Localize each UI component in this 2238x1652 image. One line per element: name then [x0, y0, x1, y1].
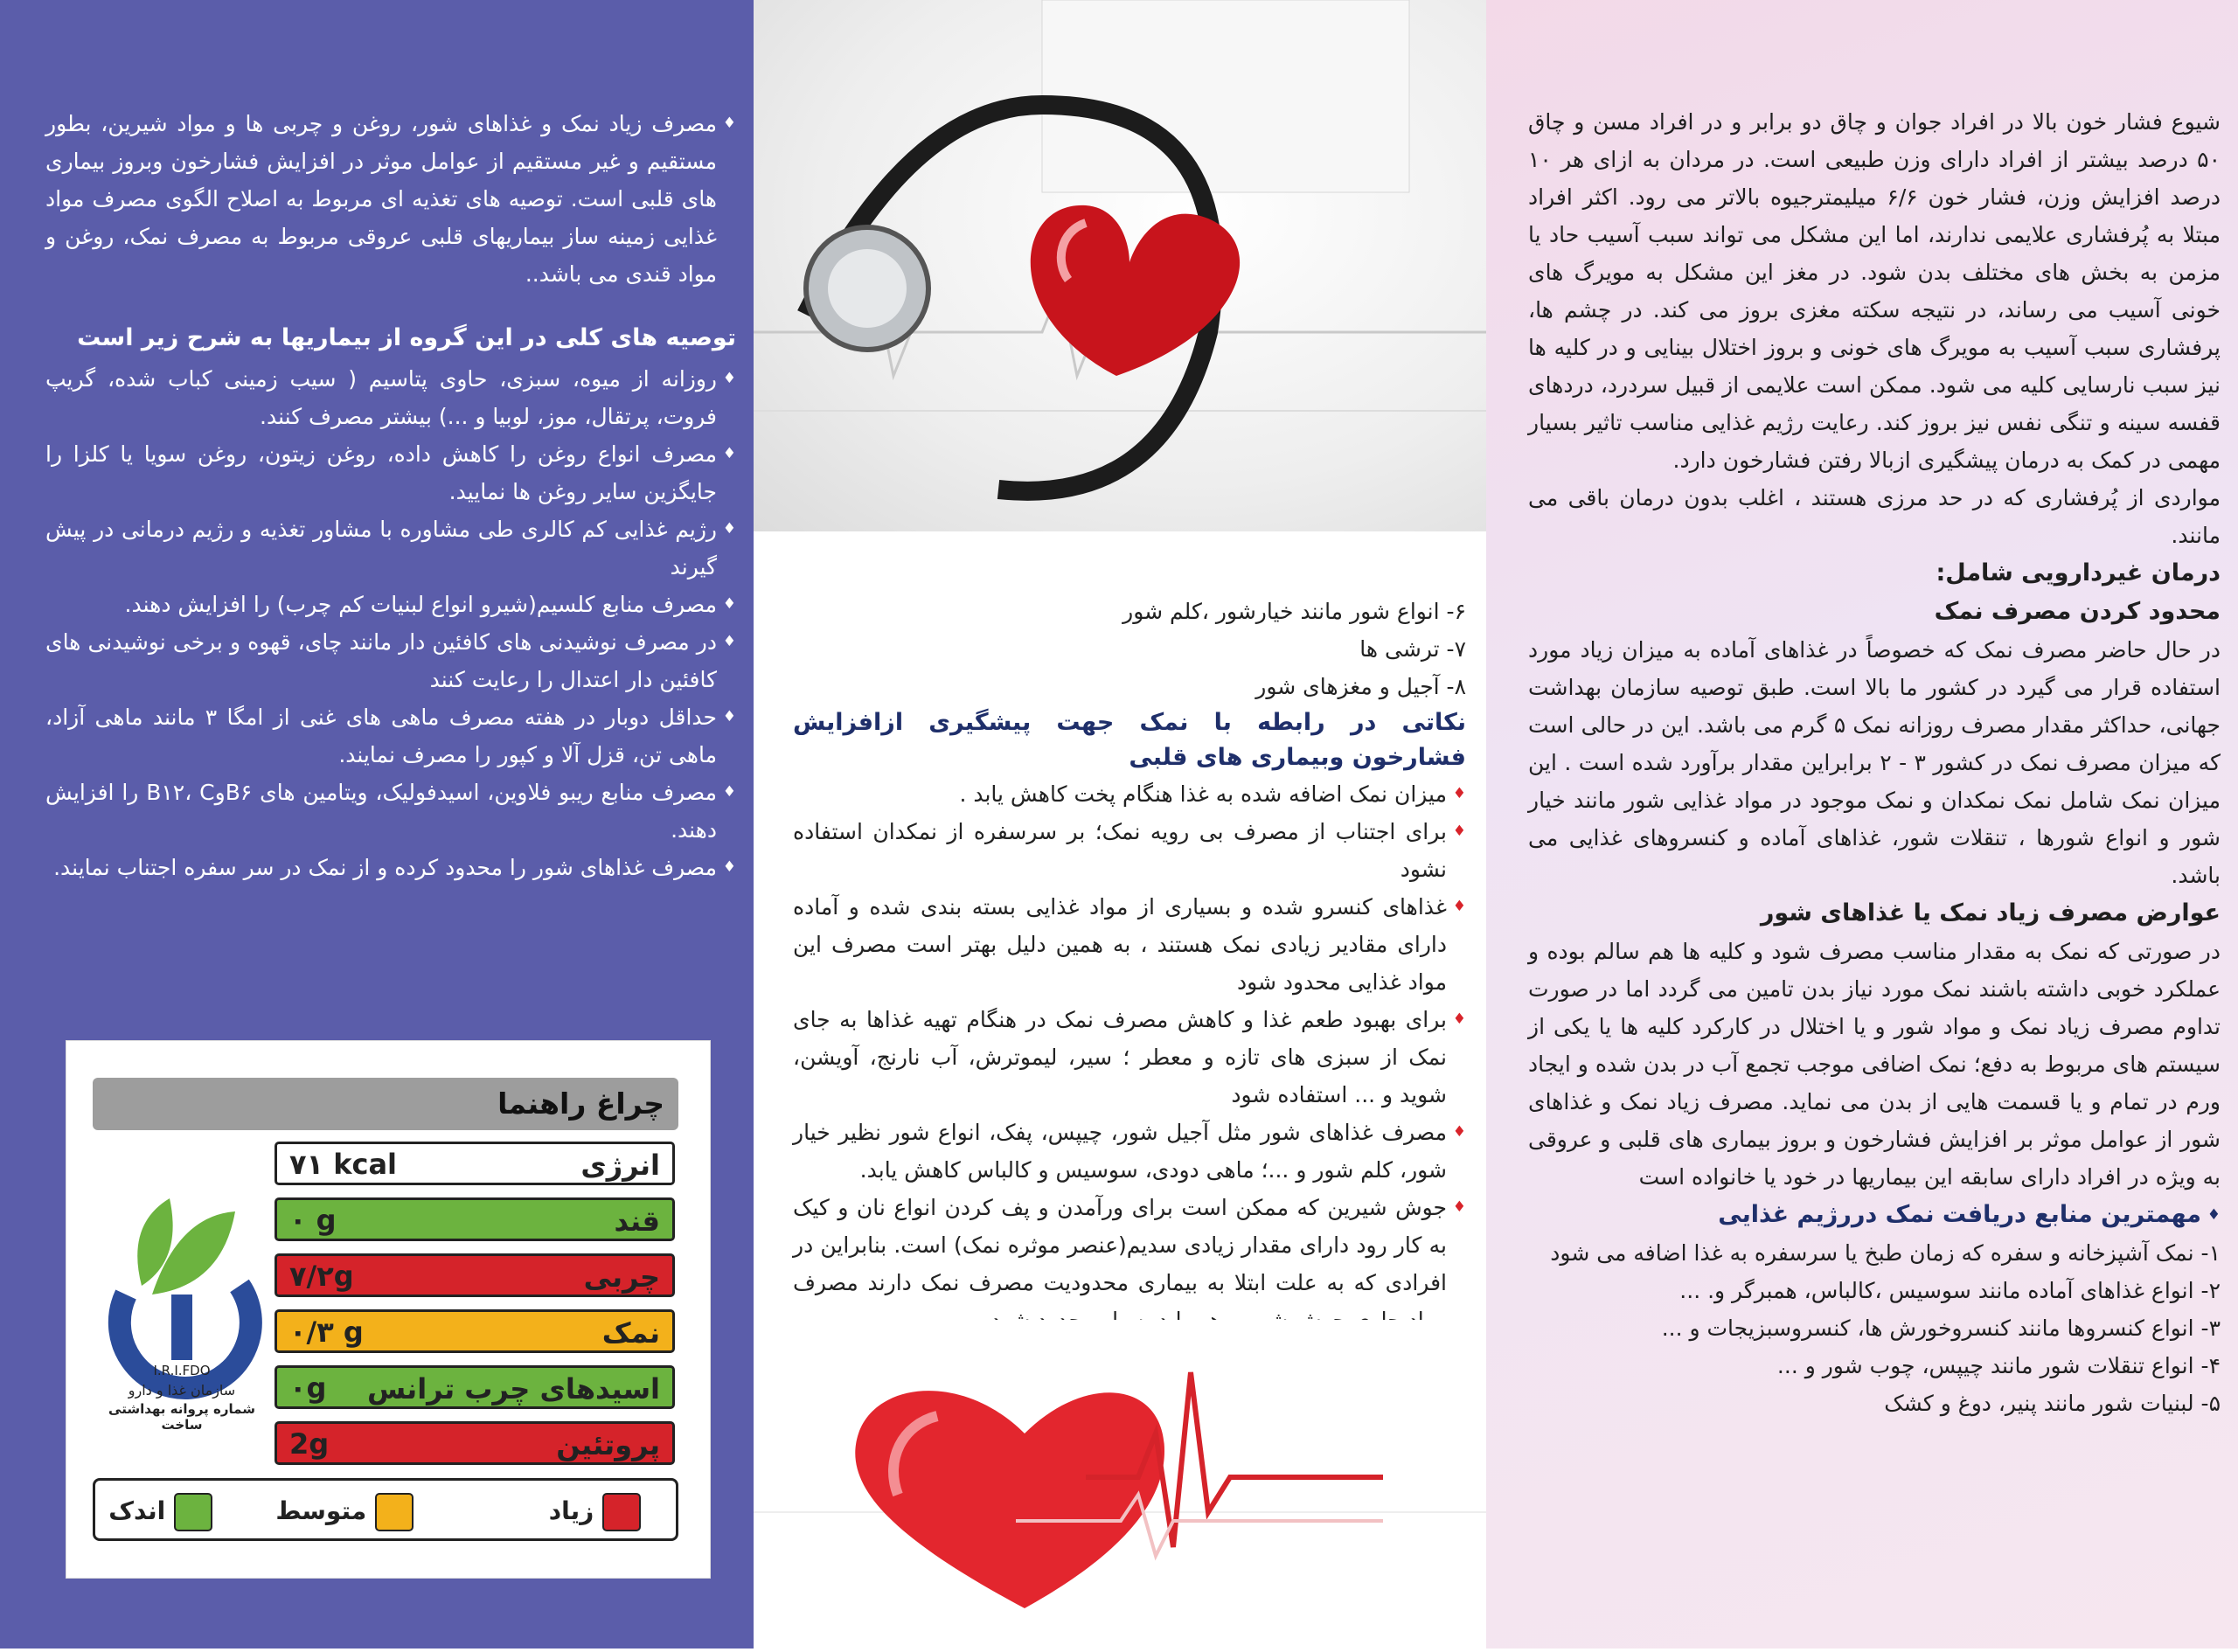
nutrition-row-value: ۷۱ kcal	[289, 1148, 398, 1181]
nutrition-row-energy	[275, 1142, 675, 1185]
middle-tip: ♦ جوش شیرین که ممکن است برای ورآمدن و پف کردن انواع نان و کیک به کار رود دارای مقدار زیادی سدیم(عنصر موثره نمک) است. بنابراین در افرادی که به علت ابتلا به بیماری محدودیت مصرف نمک دارند مصرف	[793, 1189, 1466, 1339]
left-item: ♦ مصرف منابع ریبو فلاوین، اسیدفولیک، ویتامین های B۶وB۱۲، C را افزایش دهند.	[45, 774, 736, 849]
nutrition-row-label: قند	[614, 1204, 660, 1238]
middle-content	[793, 593, 1466, 1339]
left-item: ♦ مصرف غذاهای شور را محدود کرده و از نمک در سر سفره اجتناب نمایند.	[45, 849, 736, 886]
left-intro: ♦ مصرف زیاد نمک و غذاهای شور، روغن و چربی ها و مواد شیرین، بطور مستقیم و غیر مستقیم از عوامل موثر در افزایش فشارخون وبروز بیماری های قلبی است. توصیه های تغذیه ای مربوط به اصلاح الگوی مصرف مواد غذایی زمینه ساز بیماریهای قلبی عروقی مربوط به مصرف نمک، روغن و مواد قندی می باشد..	[45, 105, 736, 293]
legend-swatch-low	[174, 1493, 212, 1531]
nutrition-row-label: انرژی	[580, 1149, 660, 1182]
nutrition-row-value: ۰g	[289, 1371, 327, 1405]
middle-tip: ♦ برای بهبود طعم غذا و کاهش مصرف نمک در هنگام تهیه غذاها به جای نمک از سبزی های تازه و معطر ؛ سیر، لیموترش، آب نارنج، آویشن، شوید و ... استفاده شود	[793, 1001, 1466, 1114]
legend-low	[108, 1493, 212, 1531]
nutrition-row-sugar	[275, 1197, 675, 1241]
nutrition-row-value: 2g	[289, 1427, 330, 1461]
logo-code: I.R.I.FDO	[153, 1363, 211, 1378]
nutrition-row-label: اسیدهای چرب ترانس	[366, 1372, 660, 1406]
left-content	[45, 105, 736, 886]
nutrition-row-label: پروتئین	[556, 1428, 660, 1461]
right-source-item: ۳- انواع کنسروها مانند کنسروخورش ها، کنسروسبزیجات و ...	[1661, 1315, 2221, 1341]
logo-org: سازمان غذا و دارو	[128, 1382, 236, 1399]
legend-swatch-medium	[375, 1493, 414, 1531]
middle-panel	[754, 0, 1486, 1649]
right-heading-treatment: درمان غیردارویی شامل:	[1936, 559, 2221, 587]
heart-stethoscope-icon	[754, 0, 1486, 531]
middle-list-item: ۶- انواع شور مانند خیارشور ،کلم شور	[1122, 599, 1466, 624]
left-item: ♦ در مصرف نوشیدنی های کافئین دار مانند چای، قهوه و برخی نوشیدنی های کافئین دار اعتدال را رعایت کنند	[45, 623, 736, 698]
nutrition-row-salt	[275, 1309, 675, 1353]
left-heading: توصیه های کلی در این گروه از بیماریها به شرح زیر است	[77, 324, 736, 351]
right-content	[1528, 103, 2221, 1422]
right-source-item: ۲- انواع غذاهای آماده مانند سوسیس ،کالباس، همبرگر و. ...	[1679, 1278, 2221, 1303]
right-paragraph-salt: در حال حاضر مصرف نمک که خصوصاً در غذاهای آماده به میزان زیاد مورد استفاده قرار می گیرد در کشور ما بالا است. طبق توصیه سازمان بهداشت جهانی، حداکثر مقدار مصرف روزانه نمک ۵ گرم می باشد. این در حالی است که میزان مصرف نمک در کشور ۳ - ۲ برابراین مقدار برآورد شده است . این میزان نمک شامل نمک نمکدان و نمک موجود در مواد غذایی شور مانند خیار شور و انواع شورها ، تنقلات شور، غذاهای آماده و کنسروهای غذایی می باشد.	[1528, 637, 2221, 888]
middle-list-item: ۷- ترشی ها	[1359, 636, 1466, 662]
right-heading-side-effects: عوارض مصرف زیاد نمک یا غذاهای شور	[1760, 899, 2221, 927]
legend-high	[549, 1493, 641, 1531]
right-source-item: ۱- نمک آشپزخانه و سفره که زمان طبخ یا سرسفره به غذا اضافه می شود	[1550, 1240, 2221, 1266]
middle-tip: ♦ غذاهای کنسرو شده و بسیاری از مواد غذایی بسته بندی شده و آماده دارای مقادیر زیادی نمک هستند ، به همین دلیل بهتر است مصرف این مواد غذایی محدود شود	[793, 888, 1466, 1001]
right-intro: شیوع فشار خون بالا در افراد جوان و چاق دو برابر و در افراد مسن و چاق ۵۰ درصد بیشتر از افراد دارای وزن طبیعی است. در مردان به ازای هر ۱۰ درصد افزایش وزن، فشار خون ۶/۶ میلیمترجیوه بالاتر می رود. اکثر افراد مبتلا به پُرفشاری علایمی ندارند، اما این مشکل می تواند سبب آسیب حاد یا مزمن به بخش های مختلف بدن شود. در مغز این مشکل به مویرگ های خونی آسیب می رساند، در نتیجه سکته مغزی بروز می کند. در چشم ها، پرفشاری سبب آسیب به مویرگ های خونی و بروز اختلال بینایی و در کلیه ها نیز سبب نارسایی کلیه می شود. ممکن است علایمی از قبیل سردرد، دردهای قفسه سینه و تنگی نفس نیز بروز کند. رعایت رژیم غذایی مناسب تاثیر بسیار مهمی در کمک به درمان پیشگیری ازبالا رفتن فشارخون دارد.	[1528, 109, 2221, 473]
legend-medium	[275, 1493, 414, 1531]
left-item: ♦ روزانه از میوه، سبزی، حاوی پتاسیم ( سیب زمینی کباب شده، گریپ فروت، پرتقال، موز، لوبیا و ...) بیشتر مصرف کنند.	[45, 360, 736, 435]
left-item: ♦ مصرف منابع کلسیم(شیرو انواع لبنیات کم چرب) را افزایش دهند.	[45, 586, 736, 623]
nutrition-row-value: ۰/۳ g	[289, 1315, 364, 1349]
nutrition-legend	[93, 1478, 678, 1541]
legend-swatch-high	[602, 1493, 641, 1531]
nutrition-row-trans-fat	[275, 1365, 675, 1409]
nutrition-row-label: چربی	[583, 1260, 660, 1294]
nutrition-row-fat	[275, 1253, 675, 1297]
left-item: ♦ حداقل دوبار در هفته مصرف ماهی های غنی از امگا ۳ مانند ماهی آزاد، ماهی تن، قزل آلا و کپور را مصرف نمایند.	[45, 698, 736, 774]
nutrition-row-protein	[275, 1421, 675, 1465]
legend-high-label: زیاد	[548, 1496, 594, 1525]
middle-tip: ♦ میزان نمک اضافه شده به غذا هنگام پخت کاهش یابد .	[793, 775, 1466, 813]
right-source-item: ۴- انواع تنقلات شور مانند چیپس، چوب شور و ...	[1776, 1353, 2221, 1378]
heart-stethoscope-photo	[754, 0, 1486, 531]
middle-heading: نکاتی در رابطه با نمک جهت پیشگیری ازافزایش فشارخون وبیماری های قلبی	[793, 709, 1466, 771]
middle-tip: ♦ برای اجتناب از مصرف بی رویه نمک؛ بر سرسفره از نمکدان استفاده نشود	[793, 813, 1466, 888]
middle-list-item: ۸- آجیل و مغزهای شور	[1255, 674, 1466, 699]
nutrition-row-label: نمک	[601, 1316, 660, 1350]
right-panel	[1486, 0, 2238, 1649]
heart-pulse-icon	[754, 1320, 1486, 1649]
middle-tip: ♦ مصرف غذاهای شور مثل آجیل شور، چیپس، پفک، انواع شور نظیر خیار شور، کلم شور و ...؛ ماهی دودی، سوسیس و کالباس کاهش یابد.	[793, 1114, 1466, 1189]
right-heading-sources: ♦ مهمترین منابع دریافت نمک دررژیم غذایی	[1528, 1196, 2221, 1234]
legend-medium-label: متوسط	[275, 1496, 367, 1525]
right-heading-limit-salt: محدود کردن مصرف نمک	[1934, 598, 2221, 625]
logo-caption: شماره پروانه بهداشتی ساخت	[108, 1401, 255, 1433]
nutrition-title: چراغ راهنما	[497, 1086, 664, 1121]
left-panel	[0, 0, 754, 1649]
right-paragraph-side-effects: در صورتی که نمک به مقدار مناسب مصرف شود و کلیه ها هم سالم بوده و عملکرد خوبی داشته باشند نمک مورد نیاز بدن تامین می گردد اما در صورت تداوم مصرف زیاد نمک و مواد شور و یا اختلال در کارکرد کلیه ها یا یکی از سیستم های مربوط به دفع؛ نمک اضافی موجب تجمع آب در بدن شده و ایجاد ورم در تمام و یا قسمت هایی از بدن می نماید. مصرف زیاد نمک و غذاهای شور از عوامل موثر بر افزایش فشارخون و بروز بیماری های قلبی و عروقی به ویژه در افراد دارای سابقه این بیماریها در خود یا خانواده است	[1528, 939, 2221, 1190]
nutrition-title-bar	[93, 1078, 678, 1130]
right-source-item: ۵- لبنیات شور مانند پنیر، دوغ و کشک	[1884, 1391, 2221, 1416]
nutrition-label	[66, 1040, 711, 1579]
nutrition-row-value: ۰ g	[289, 1204, 337, 1237]
legend-low-label: اندک	[108, 1496, 166, 1525]
heartbeat-illustration	[754, 1320, 1486, 1649]
nutrition-row-value: ۷/۲g	[289, 1260, 354, 1293]
left-item: ♦ مصرف انواع روغن را کاهش داده، روغن زیتون، روغن سویا یا کلزا را جایگزین سایر روغن ها نمایید.	[45, 435, 736, 510]
left-item: ♦ رژیم غذایی کم کالری طی مشاوره با مشاور تغذیه و رژیم درمانی در پیش گیرند	[45, 510, 736, 586]
right-intro-2: مواردی از پُرفشاری که در حد مرزی هستند ، اغلب بدون درمان باقی می مانند.	[1528, 485, 2221, 548]
